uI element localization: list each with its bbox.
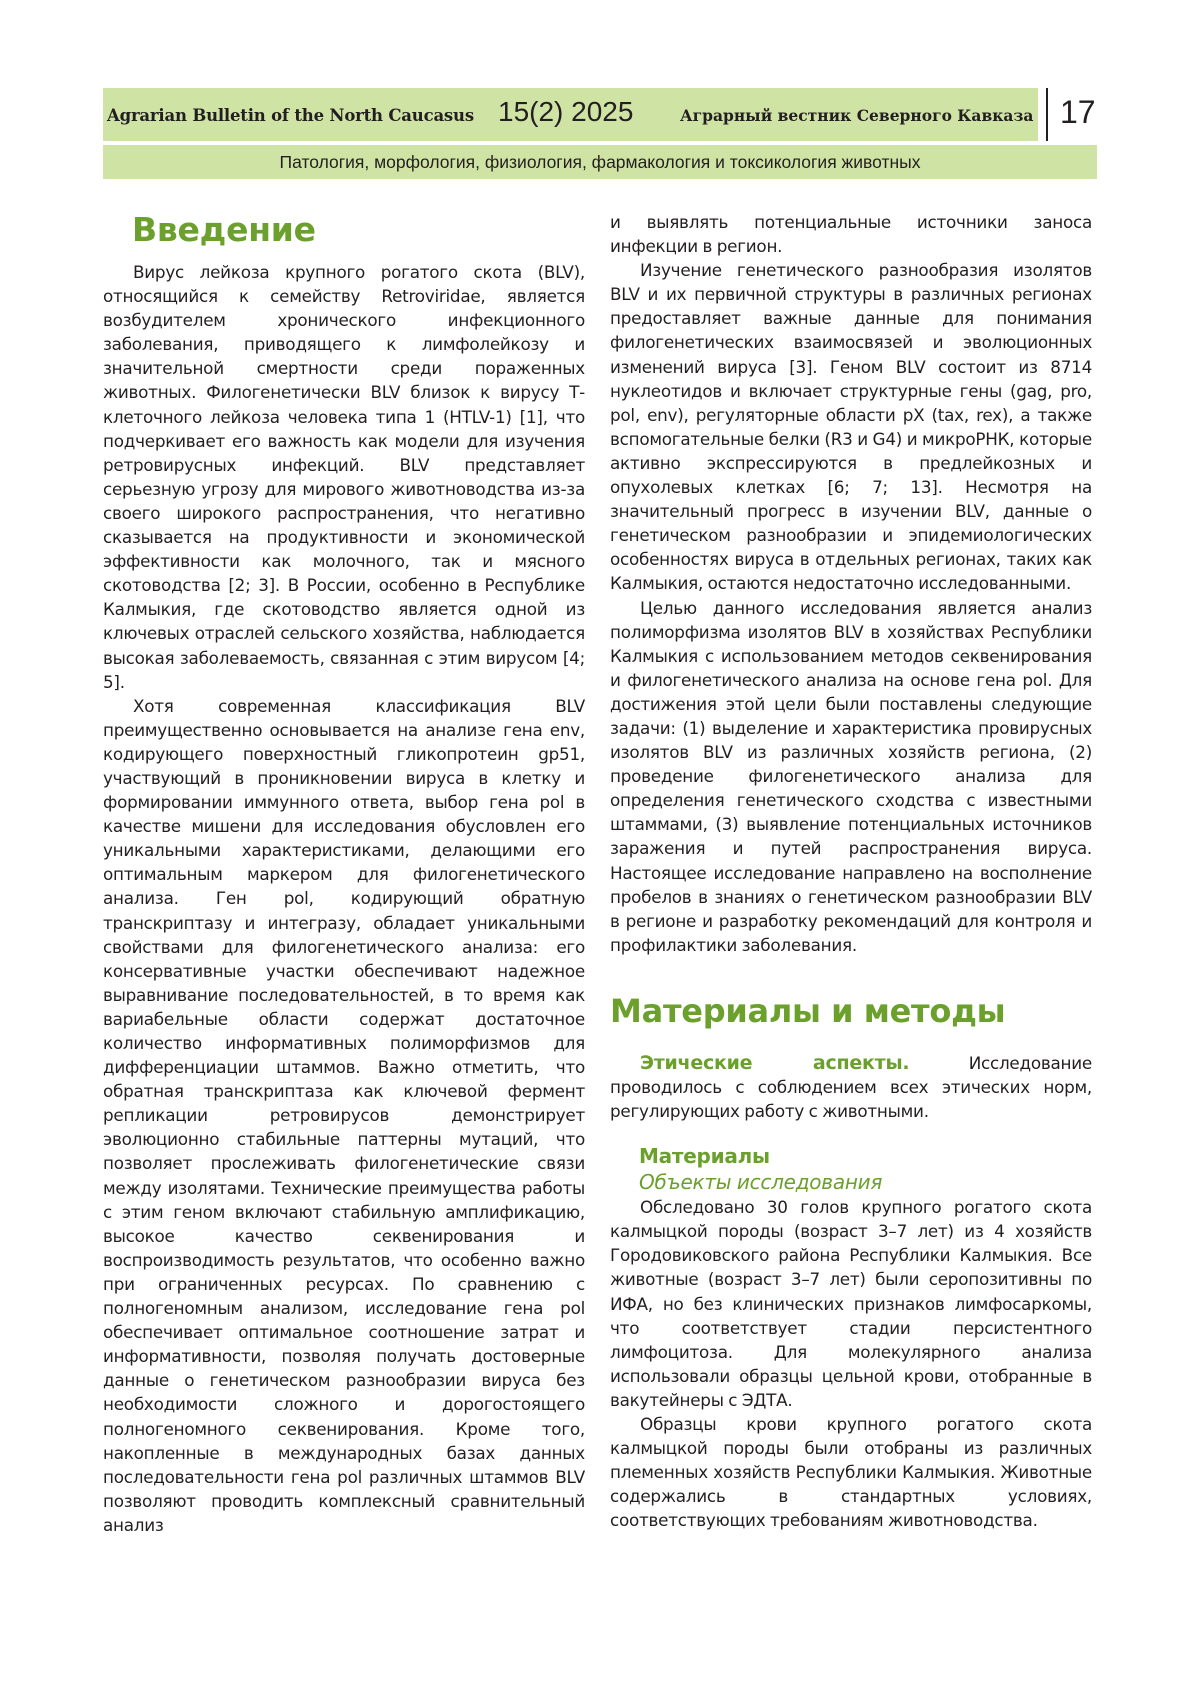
- intro-paragraph-1: Вирус лейкоза крупного рогатого скота (BLV), относящийся к семейству Retroviridae, является возбудителем хронического инфекционного заболевания, приводящего к лимфолейкозу и значительной смертности среди пораженных животных. Филогенетически BLV близок к вирусу Т-клеточного лейкоза человека типа 1 (HTLV-1) [1], что подчеркивает его важность как модели для изучения ретровирусных инфекций. BLV представляет серьезную угрозу для мирового животноводства из-за своего широкого распространения, что негативно сказывается на продуктивности и экономической эффективности как молочного, так и мясного скотоводства [2; 3]. В России, особенно в Республике Калмыкия, где скотоводство является одной из ключевых отраслей сельского хозяйства, наблюдается высокая заболеваемость, связанная с этим вирусом [4; 5].: [103, 262, 585, 692]
- header-divider: [1046, 88, 1048, 141]
- ethics-label: Этические аспекты.: [640, 1051, 910, 1074]
- journal-title-en: Agrarian Bulletin of the North Caucasus: [107, 106, 474, 125]
- section-title: Патология, морфология, физиология, фармакология и токсикология животных: [279, 152, 921, 172]
- intro-paragraph-3: Изучение генетического разнообразия изолятов BLV и их первичной структуры в различных регионах предоставляет важные данные для понимания филогенетических взаимосвязей и эволюционных изменений вируса [3]. Геном BLV состоит из 8714 нуклеотидов и включает структурные гены (gag, pro, pol, env), регуляторные области pX (tax, rex), а также вспомогательные белки (R3 и G4) и микроРНК, которые активно экспрессируются в предлейкозных и опухолевых клетках [6; 7; 13]. Несмотря на значительный прогресс в изучении BLV, данные о генетическом разнообразии и эпидемиологических особенностях вируса в отдельных регионах, таких как Калмыкия, остаются недостаточно исследованными.: [610, 260, 1092, 594]
- intro-paragraph-4: Целью данного исследования является анализ полиморфизма изолятов BLV в хозяйствах Республики Калмыкия с использованием методов секвенирования и филогенетического анализа на основе гена pol. Для достижения этой цели были поставлены следующие задачи: (1) выделение и характеристика провирусных изолятов BLV из различных хозяйств региона, (2) проведение филогенетического анализа для определения генетического сходства с известными штаммами, (3) выявление потенциальных источников заражения и путей распространения вируса. Настоящее исследование направлено на восполнение пробелов в знаниях о генетическом разнообразии BLV в регионе и разработку рекомендаций для контроля и профилактики заболевания.: [610, 597, 1092, 955]
- materials-heading: Материалы: [639, 1144, 770, 1169]
- issue-number: 15(2) 2025: [498, 96, 634, 127]
- materials-block: [610, 1143, 1092, 1195]
- objects-heading: Объекты исследования: [639, 1170, 883, 1195]
- journal-title-ru: Аграрный вестник Северного Кавказа: [680, 106, 1034, 125]
- ethics-paragraph: [610, 1051, 1092, 1123]
- intro-heading: Введение: [132, 210, 316, 249]
- intro-continuation: и выявлять потенциальные источники заноса инфекции в регион.: [610, 212, 1092, 257]
- methods-paragraph-2: Образцы крови крупного рогатого скота калмыцкой породы были отобраны из различных племенных хозяйств Республики Калмыкия. Животные содержались в стандартных условиях, соответствующих требованиям животноводства.: [610, 1414, 1092, 1531]
- methods-paragraph-1: Обследовано 30 голов крупного рогатого скота калмыцкой породы (возраст 3–7 лет) из 4 хозяйств Городовиковского района Республики Калмыкия. Все животные (возраст 3–7 лет) были серопозитивны по ИФА, но без клинических признаков лимфосаркомы, что соответствует стадии персистентного лимфоцитоза. Для молекулярного анализа использовали образцы цельной крови, отобранные в вакутейнеры с ЭДТА.: [610, 1197, 1092, 1410]
- ethics-text: Исследование проводилось с соблюдением всех этических норм, регулирующих работу с животными.: [610, 1052, 1092, 1122]
- intro-paragraph-2: Хотя современная классификация BLV преимущественно основывается на анализе гена env, кодирующего поверхностный гликопротеин gp51, участвующий в проникновении вируса в клетку и формировании иммунного ответа, выбор гена pol в качестве мишени для исследования обусловлен его уникальными характеристиками, делающими его оптимальным маркером для филогенетического анализа. Ген pol, кодирующий обратную транскриптазу и интегразу, обладает уникальными свойствами для филогенетического анализа: его консервативные участки обеспечивают надежное выравнивание последовательностей, в то время как вариабельные области содержат достаточное количество информативных полиморфизмов для дифференциации штаммов. Важно отметить, что обратная транскриптаза как ключевой фермент репликации ретровирусов демонстрирует эволюционно стабильные паттерны мутаций, что позволяет прослеживать филогенетические связи между изолятами. Технические преимущества работы с этим геном включают стабильную амплификацию, высокое качество секвенирования и воспроизводимость результатов, что особенно важно при ограниченных ресурсах. По сравнению с полногеномным анализом, исследование гена pol обеспечивает оптимальное соотношение затрат и информативности, позволяя получать достоверные данные о генетическом разнообразии вируса без необходимости сложного и дорогостоящего полногеномного секвенирования. Кроме того, накопленные в международных базах данных последовательности гена pol различных штаммов BLV позволяют проводить комплексный сравнительный анализ: [103, 695, 585, 1535]
- methods-heading: Материалы и методы: [610, 991, 1006, 1030]
- page-number: 17: [1060, 94, 1096, 130]
- right-column: [610, 210, 1092, 1533]
- left-column: [103, 210, 585, 1537]
